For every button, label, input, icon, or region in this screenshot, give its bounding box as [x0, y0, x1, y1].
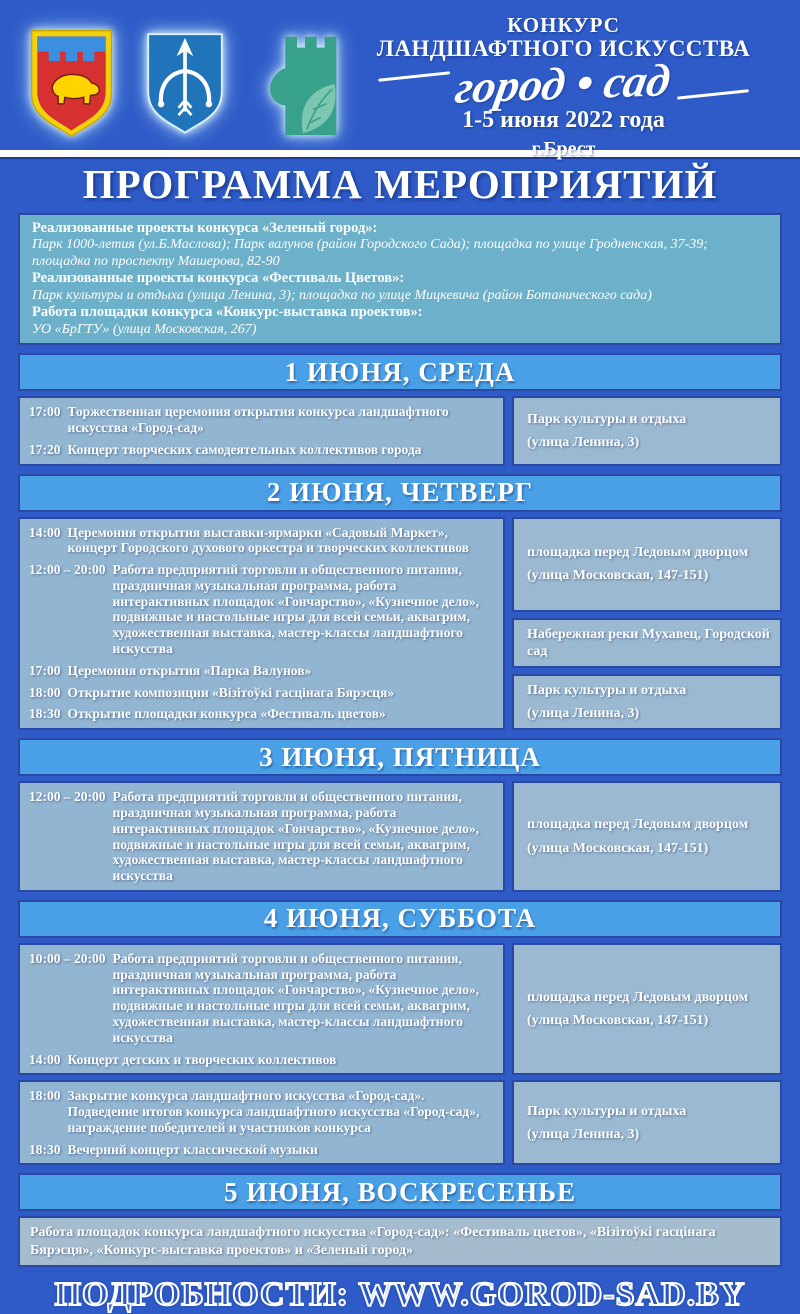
event-time: 17:00 — [29, 404, 61, 420]
location-line: площадка перед Ледовым дворцом — [527, 545, 749, 561]
event-time: 14:00 — [29, 1051, 61, 1067]
event-time: 17:00 — [29, 662, 61, 678]
event-row — [29, 525, 494, 557]
event-dates: 1-5 июня 2022 года — [462, 106, 665, 133]
location-line: (улица Ленина, 3) — [527, 1126, 640, 1142]
day-section — [18, 474, 782, 731]
day-header: 3 ИЮНЯ, ПЯТНИЦА — [18, 738, 782, 776]
location-line: (улица Московская, 147-151) — [527, 1013, 709, 1029]
location-block — [512, 517, 782, 612]
event-text: Работа предприятий торговли и общественного питания, праздничная музыкальная программа, работа интерактивных площадок «Гончарство», «Кузнечное дело», подвижные и настольные игры для всей семьи, аквагрим, художественная выставка, мастер-классы ландшафтного искусства — [112, 562, 480, 657]
event-text: Закрытие конкурса ландшафтного искусства «Город-сад». Подведение итогов конкурса ландшафтного искусства «Город-сад», награждение победителей и участников конкурса — [67, 1088, 480, 1135]
location-line: площадка перед Ледовым дворцом — [527, 990, 749, 1006]
location-line: Парк культуры и отдыха — [527, 1103, 687, 1119]
gorod-sad-script-logo — [379, 54, 747, 114]
day-section — [18, 738, 782, 892]
event-text: Торжественная церемония открытия конкурса ландшафтного искусства «Город-сад» — [67, 404, 449, 436]
info-heading: Работа площадки конкурса «Конкурс-выставка проектов»: — [32, 304, 423, 321]
info-details: Парк культуры и отдыха (улица Ленина, 3); площадка по улице Мицкевича (район Ботанического сада) — [32, 287, 652, 303]
event-row — [29, 789, 494, 884]
event-row — [29, 706, 494, 722]
location-line: Набережная реки Мухавец, Городской сад — [527, 626, 770, 659]
info-details: Парк 1000-летия (ул.Б.Маслова); Парк валунов (район Городского Сада); площадка по улице Гродненская, 37-39; площадка по проспекту Машерова, 82-90 — [32, 237, 708, 269]
emblems-group — [24, 14, 351, 150]
event-time: 18:00 — [29, 1088, 61, 1104]
day-header: 1 ИЮНЯ, СРЕДА — [18, 353, 782, 391]
events-block — [18, 781, 505, 892]
location-line: Парк культуры и отдыха — [527, 411, 687, 427]
brest-city-coat-of-arms-icon — [139, 23, 231, 141]
location-block — [512, 618, 782, 668]
event-time: 14:00 — [29, 524, 61, 540]
realized-projects-info-block — [18, 213, 782, 345]
events-block — [18, 1080, 505, 1165]
day-section — [18, 1173, 782, 1267]
day-section — [18, 900, 782, 1166]
event-time: 10:00 – 20:00 — [29, 950, 106, 966]
garden-city-tower-logo-icon — [251, 23, 351, 141]
header-titles — [351, 13, 776, 161]
event-row — [29, 685, 494, 701]
event-time: 17:20 — [29, 441, 61, 457]
location-block — [512, 674, 782, 730]
event-city: г.Брест — [531, 138, 596, 161]
day-header: 2 ИЮНЯ, ЧЕТВЕРГ — [18, 474, 782, 512]
event-row — [29, 562, 494, 657]
gorod-sad-script-text: город • сад — [452, 54, 675, 114]
info-heading: Реализованные проекты конкурса «Зеленый город»: — [32, 220, 378, 236]
events-block — [18, 517, 505, 731]
location-block — [512, 396, 782, 465]
event-time: 18:00 — [29, 684, 61, 700]
website-url: ПОДРОБНОСТИ: WWW.GOROD-SAD.BY — [54, 1276, 746, 1314]
brest-region-coat-of-arms-icon — [24, 23, 119, 141]
day-header: 4 ИЮНЯ, СУББОТА — [18, 900, 782, 938]
white-divider — [0, 150, 800, 157]
event-row — [29, 663, 494, 679]
schedule-row — [18, 781, 782, 892]
event-row — [29, 951, 494, 1046]
event-row — [29, 1052, 494, 1068]
event-text: Вечерний концерт классической музыки — [67, 1141, 318, 1157]
event-text: Открытие площадки конкурса «Фестиваль цветов» — [67, 706, 386, 722]
location-block — [512, 943, 782, 1075]
location-line: площадка перед Ледовым дворцом — [527, 817, 749, 833]
day-section — [18, 353, 782, 465]
location-block — [512, 1080, 782, 1165]
event-text: Концерт детских и творческих коллективов — [67, 1051, 337, 1067]
events-block — [18, 396, 505, 465]
event-time: 18:30 — [29, 706, 61, 722]
location-line: (улица Московская, 147-151) — [527, 840, 709, 856]
schedule-row — [18, 943, 782, 1075]
schedule-row — [18, 517, 782, 731]
day-header: 5 ИЮНЯ, ВОСКРЕСЕНЬЕ — [18, 1173, 782, 1211]
event-text: Церемония открытия «Парка Валунов» — [67, 662, 312, 678]
event-text: Работа предприятий торговли и общественного питания, праздничная музыкальная программа, работа интерактивных площадок «Гончарство», «Кузнечное дело», подвижные и настольные игры для всей семьи, аквагрим, художественная выставка, мастер-классы ландшафтного искусства — [112, 950, 480, 1045]
location-line: (улица Ленина, 3) — [527, 706, 640, 722]
locations-column — [512, 517, 782, 731]
info-details: УО «БрГТУ» (улица Московская, 267) — [32, 321, 257, 337]
event-text: Концерт творческих самодеятельных коллективов города — [67, 441, 422, 457]
schedule-row — [18, 396, 782, 465]
event-time: 12:00 – 20:00 — [29, 789, 106, 805]
info-heading: Реализованные проекты конкурса «Фестиваль Цветов»: — [32, 270, 405, 287]
location-line: (улица Московская, 147-151) — [527, 568, 709, 584]
day-note-block: Работа площадок конкурса ландшафтного искусства «Город-сад»: «Фестиваль цветов», «Візітоўкі гасцінага Бярэсця», «Конкурс-выставка проектов» и «Зеленый город» — [18, 1216, 782, 1267]
event-time: 18:30 — [29, 1141, 61, 1157]
event-text: Открытие композиции «Візітоўкі гасцінага Бярэсця» — [67, 684, 395, 700]
program-title: ПРОГРАММА МЕРОПРИЯТИЙ — [82, 161, 718, 207]
event-time: 12:00 – 20:00 — [29, 562, 106, 578]
competition-title-line1: КОНКУРС — [507, 13, 620, 37]
event-row — [29, 442, 494, 458]
event-text: Церемония открытия выставки-ярмарки «Садовый Маркет», концерт Городского духового оркестра и творческих коллективов — [67, 524, 469, 556]
location-line: Парк культуры и отдыха — [527, 683, 687, 699]
program-content — [0, 213, 800, 1314]
location-block — [512, 781, 782, 892]
event-row — [29, 1142, 494, 1158]
days-schedule — [18, 353, 782, 1267]
event-text: Работа предприятий торговли и общественного питания, праздничная музыкальная программа, работа интерактивных площадок «Гончарство», «Кузнечное дело», подвижные и настольные игры для всей семьи, аквагрим, художественная выставка, мастер-классы ландшафтного искусства — [112, 789, 480, 884]
event-row — [29, 404, 494, 436]
schedule-row — [18, 1080, 782, 1165]
event-row — [29, 1088, 494, 1135]
poster-header — [0, 0, 800, 161]
events-block — [18, 943, 505, 1075]
competition-title-line2: ЛАНДШАФТНОГО ИСКУССТВА — [376, 36, 751, 62]
location-line: (улица Ленина, 3) — [527, 434, 640, 450]
